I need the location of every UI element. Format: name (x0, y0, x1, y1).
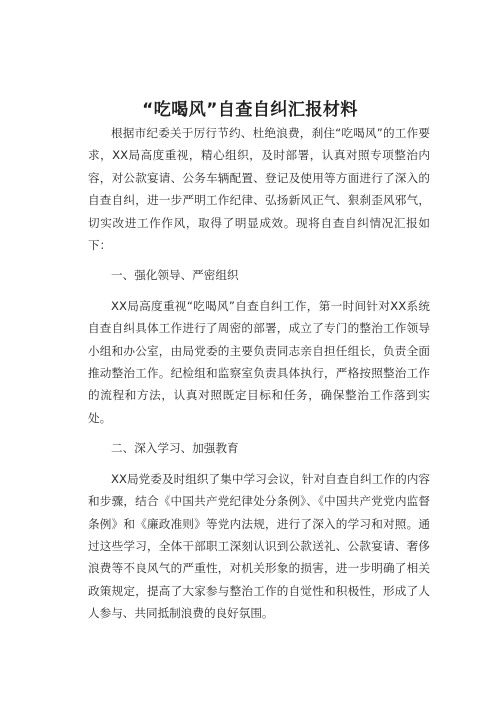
document-title: “吃喝风”自查自纠汇报材料 (142, 100, 358, 120)
section-2-paragraph: XX局党委及时组织了集中学习会议，针对自查自纠工作的内容和步骤，结合《中国共产党纪律处分条例》、《中国共产党党内监督条例》和《廉政准则》等党内法规，进行了深入的学习和对照。通过这些学习，全体干部职工深刻认识到公款送礼、公款宴请、奢侈浪费等不良风气的严重性，对机关形象的损害，进一步明确了相关政策规定，提高了大家参与整治工作的自觉性和积极性，形成了人人参与、共同抵制浪费的良好氛围。 (88, 471, 430, 621)
section-2-heading: 二、深入学习、加强教育 (111, 441, 239, 456)
document-body (88, 122, 430, 625)
intro-paragraph: 根据市纪委关于厉行节约、杜绝浪费，刹住“吃喝风”的工作要求，XX局高度重视，精心组织，及时部署，认真对照专项整治内容，对公款宴请、公务车辆配置、登记及使用等方面进行了深入的自查自纠，进一步严明工作纪律、弘扬新风正气、狠刹歪风邪气，切实改进工作作风，取得了明显成效。现将自查自纠情况汇报如下： (88, 126, 430, 253)
section-1-paragraph: XX局高度重视“吃喝风”自查自纠工作，第一时间针对XX系统自查自纠具体工作进行了周密的部署，成立了专门的整治工作领导小组和办公室，由局党委的主要负责同志亲自担任组长，负责全面推动整治工作。纪检组和监察室负责具体执行，严格按照整治工作的流程和方法，认真对照既定目标和任务，确保整治工作落到实处。 (88, 298, 430, 425)
section-1-heading: 一、强化领导、严密组织 (111, 268, 239, 283)
